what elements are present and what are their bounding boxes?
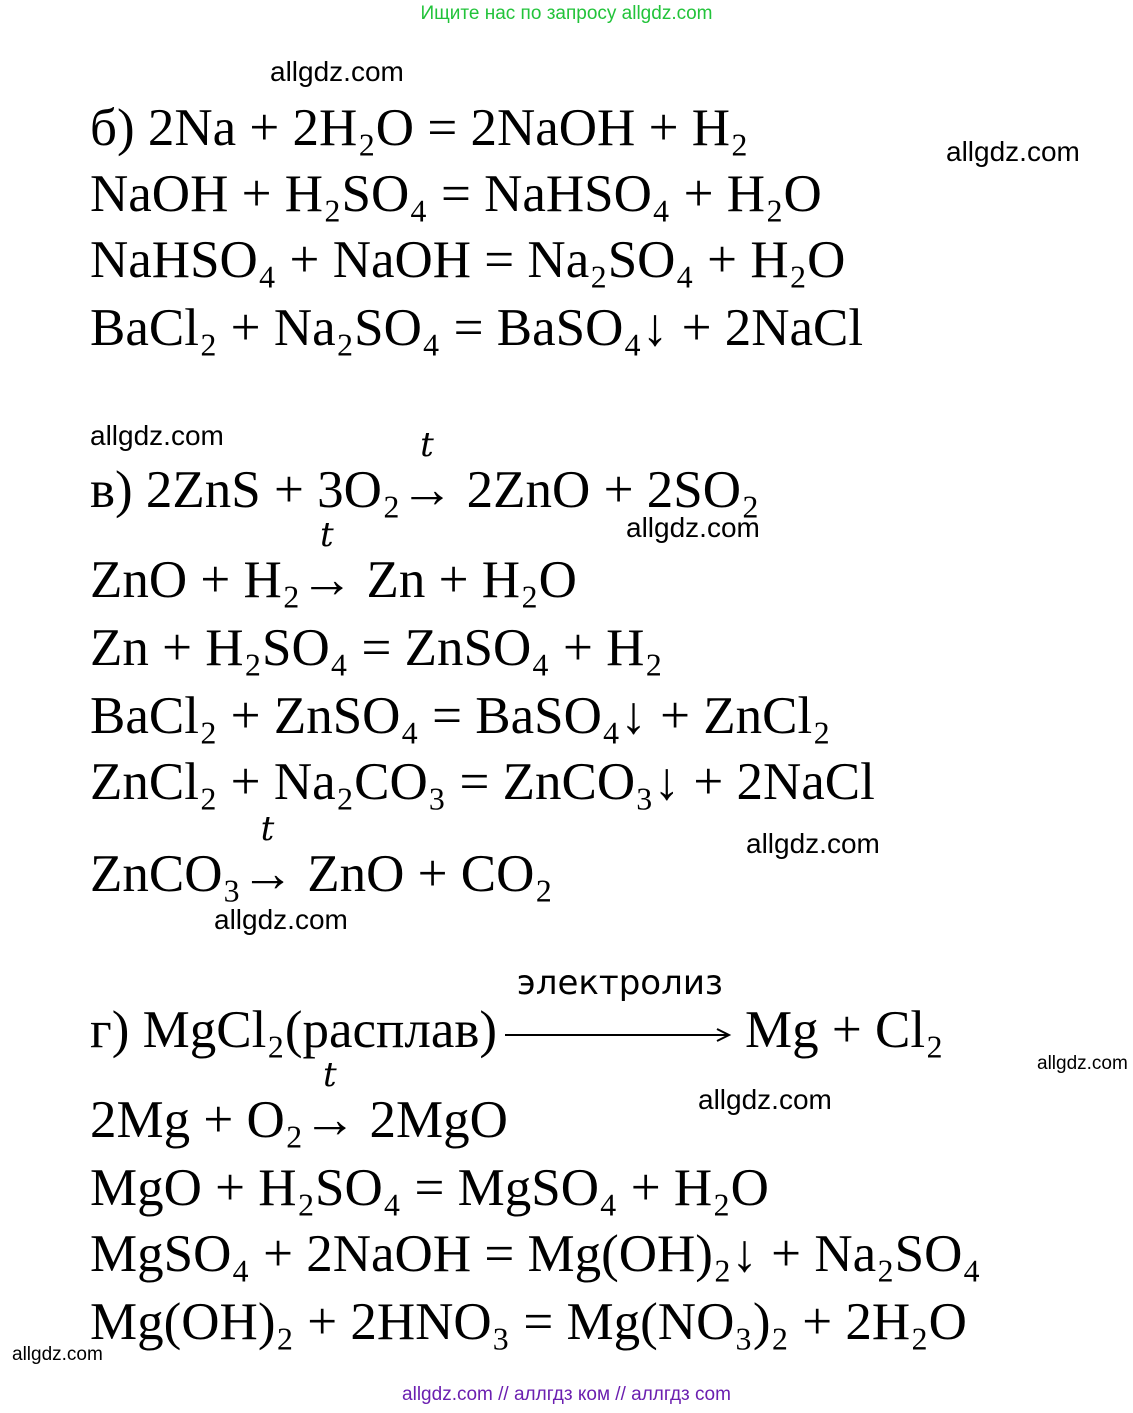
electrolysis-label: электролиз xyxy=(517,963,723,1004)
heating-arrow xyxy=(303,1055,357,1149)
equation-v3: Zn + H₂SO₄ = ZnSO₄ + H₂ xyxy=(90,619,663,677)
equation-g1 xyxy=(90,963,944,1061)
equation-v6-products: ZnO + CO₂ xyxy=(293,845,553,903)
long-arrow-icon xyxy=(505,1028,735,1042)
equation-v4: BaCl₂ + ZnSO₄ = BaSO₄↓ + ZnCl₂ xyxy=(90,687,831,745)
arrow-icon: → xyxy=(300,551,354,609)
equation-v2-reactants: ZnO + H₂ xyxy=(90,551,301,609)
heating-arrow xyxy=(300,515,354,609)
equation-b1: б) 2Na + 2H₂O = 2NaOH + H₂ xyxy=(90,99,749,157)
watermark: allgdz.com xyxy=(90,420,224,451)
equation-b3: NaHSO₄ + NaOH = Na₂SO₄ + H₂O xyxy=(90,231,846,289)
watermark: allgdz.com xyxy=(626,512,760,543)
equation-v1-products: 2ZnO + 2SO₂ xyxy=(453,461,760,519)
arrow-icon: → xyxy=(303,1091,357,1149)
equation-g2 xyxy=(90,1055,508,1149)
watermark: allgdz.com xyxy=(698,1084,832,1115)
equation-v6 xyxy=(90,809,553,903)
equation-v1-reactants: в) 2ZnS + 3O₂ xyxy=(90,461,401,519)
equation-g2-reactants: 2Mg + O₂ xyxy=(90,1091,304,1149)
equation-g2-products: 2MgO xyxy=(356,1091,508,1149)
equation-g1-reactants: г) MgCl₂(расплав) xyxy=(90,1001,498,1059)
watermark: allgdz.com xyxy=(214,904,348,935)
equation-b2: NaOH + H₂SO₄ = NaHSO₄ + H₂O xyxy=(90,165,822,223)
heating-label: t xyxy=(319,515,334,555)
electrolysis-arrow xyxy=(505,963,735,1061)
heating-arrow xyxy=(240,809,294,903)
equation-b4: BaCl₂ + Na₂SO₄ = BaSO₄↓ + 2NaCl xyxy=(90,299,864,357)
bottom-banner: allgdz.com // аллгдз ком // аллгдз com xyxy=(402,1384,731,1405)
heating-label: t xyxy=(420,425,434,465)
heating-arrow xyxy=(400,425,454,519)
watermark: allgdz.com xyxy=(946,136,1080,167)
equation-v5: ZnCl₂ + Na₂CO₃ = ZnCO₃↓ + 2NaCl xyxy=(90,753,875,811)
equation-v2 xyxy=(90,515,577,609)
heating-label: t xyxy=(260,809,275,849)
arrow-icon: → xyxy=(240,845,294,903)
top-banner: Ищите нас по запросу allgdz.com xyxy=(420,3,713,24)
equation-g5: Mg(OH)₂ + 2HNO₃ = Mg(NO₃)₂ + 2H₂O xyxy=(90,1293,967,1351)
heating-label: t xyxy=(322,1055,337,1095)
watermark: allgdz.com xyxy=(12,1344,103,1365)
equation-g4: MgSO₄ + 2NaOH = Mg(OH)₂↓ + Na₂SO₄ xyxy=(90,1225,981,1283)
watermark: allgdz.com xyxy=(746,828,880,859)
arrow-icon: → xyxy=(400,461,454,519)
equation-v2-products: Zn + H₂O xyxy=(353,551,577,609)
equation-v6-reactants: ZnCO₃ xyxy=(90,845,241,903)
watermark: allgdz.com xyxy=(270,56,404,87)
equation-g1-products: Mg + Cl₂ xyxy=(745,1001,944,1059)
watermark: allgdz.com xyxy=(1037,1053,1128,1074)
equation-g3: MgO + H₂SO₄ = MgSO₄ + H₂O xyxy=(90,1159,769,1217)
